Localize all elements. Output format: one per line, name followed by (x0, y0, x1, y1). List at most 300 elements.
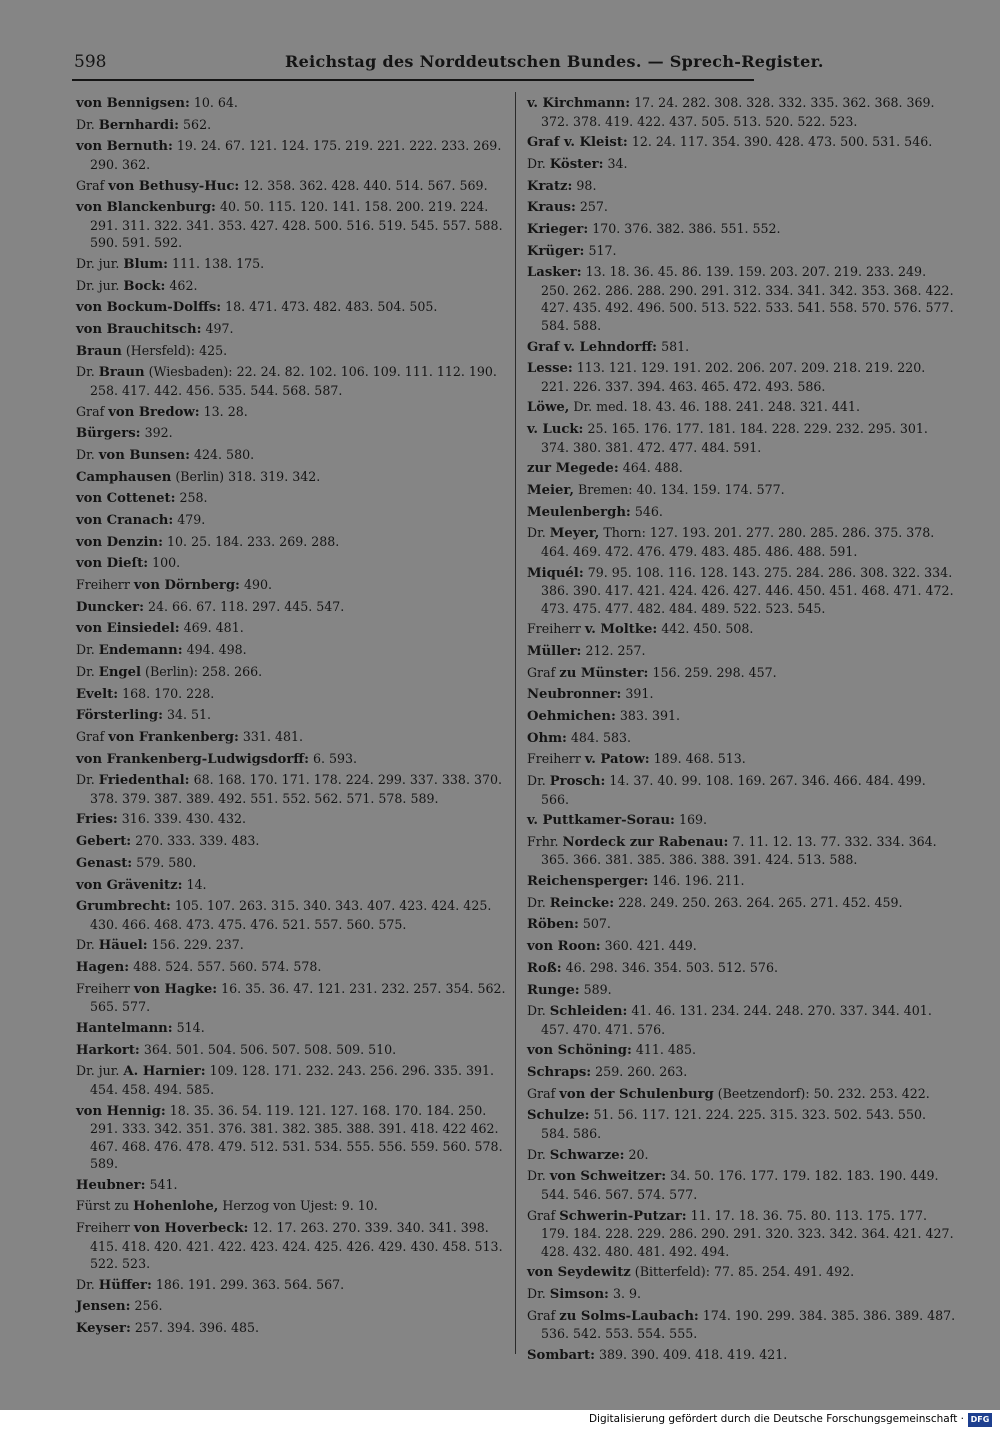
entry-pages: 11. 17. 18. 36. 75. 80. 113. 175. 177. 179. 184. 228. 229. 286. 290. 291. 320. 323. 342. 364. 421. 427. 428. 432. 480. 481. 492. 494. (541, 1207, 954, 1259)
index-entry (76, 177, 516, 196)
funding-credit: Digitalisierung gefördert durch die Deutsche Forschungsgemeinschaft · (588, 1413, 964, 1425)
entry-name: von Bockum-Dolffs: (76, 300, 222, 316)
index-entry (527, 524, 957, 560)
index-entry (76, 897, 516, 933)
index-entry (76, 468, 516, 487)
index-entry (527, 1063, 957, 1082)
entry-pages: 331. 481. (242, 728, 303, 744)
index-entry (527, 894, 957, 913)
entry-pages: 34. (607, 155, 628, 171)
entry-pages: 18. 35. 36. 54. 119. 121. 127. 168. 170. 184. 250. 291. 333. 342. 351. 376. 381. 382. 385. 388. 391. 418. 422 462. 467. 468. 476. 478. 479. 512. 531. 534. 555. 556. 559. 560. 578. 589. (90, 1102, 503, 1171)
entry-prefix: Dr. (527, 155, 546, 171)
entry-prefix: Dr. (76, 1276, 95, 1292)
entry-pages: 18. 471. 473. 482. 483. 504. 505. (225, 299, 438, 315)
entry-pages: 111. 138. 175. (172, 255, 265, 271)
index-entry (76, 198, 516, 252)
entry-name: v. Patow: (584, 752, 650, 768)
entry-name: Keyser: (76, 1321, 131, 1337)
entry-pages: 174. 190. 299. 384. 385. 386. 389. 487. 536. 542. 553. 554. 555. (541, 1307, 956, 1342)
entry-pages: 12. 24. 117. 354. 390. 428. 473. 500. 531. 546. (631, 134, 933, 150)
entry-pages: 156. 259. 298. 457. (652, 664, 777, 680)
index-entry (527, 359, 957, 395)
entry-pages: 462. (169, 277, 198, 293)
entry-pages: 20. (628, 1146, 649, 1162)
entry-pages: 541. (149, 1176, 178, 1192)
entry-name: zu Solms-Laubach: (559, 1308, 699, 1324)
entry-prefix: Graf (76, 177, 105, 193)
index-entry (527, 1002, 957, 1038)
entry-name: zu Münster: (559, 665, 649, 681)
entry-suffix: Dr. med. (573, 399, 628, 415)
entry-name: Meulenbergh: (527, 504, 631, 520)
entry-name: Engel (98, 664, 142, 680)
entry-pages: 12. 17. 263. 270. 339. 340. 341. 398. 415. 418. 420. 421. 422. 423. 424. 425. 426. 429. 430. 458. 513. 522. 523. (90, 1220, 503, 1272)
index-entry (527, 937, 957, 956)
entry-prefix: Fürst zu (76, 1198, 130, 1214)
entry-name: Schwarze: (549, 1147, 625, 1163)
entry-name: von Hennig: (76, 1103, 166, 1119)
entry-name: von Hagke: (133, 981, 218, 997)
index-entry (527, 398, 957, 417)
entry-prefix: Dr. (76, 937, 95, 953)
entry-pages: 579. 580. (136, 854, 197, 870)
entry-pages: 77. 85. 254. 491. 492. (713, 1264, 855, 1280)
entry-name: Reincke: (549, 895, 615, 911)
left-column (76, 94, 516, 1341)
entry-name: von Grävenitz: (76, 877, 183, 893)
entry-name: Schulze: (527, 1108, 590, 1124)
entry-prefix: Dr. (527, 1168, 546, 1184)
index-entry (76, 936, 516, 955)
entry-name: von Seydewitz (527, 1265, 631, 1281)
entry-pages: 442. 450. 508. (661, 621, 754, 637)
index-entry (527, 1106, 957, 1142)
entry-name: Genast: (76, 855, 133, 871)
index-entry (76, 298, 516, 317)
entry-pages: 51. 56. 117. 121. 224. 225. 315. 323. 502. 543. 550. 584. 586. (541, 1107, 926, 1141)
entry-name: Röben: (527, 917, 579, 933)
entry-name: Heubner: (76, 1177, 146, 1193)
entry-prefix: Dr. (76, 663, 95, 679)
index-entry (76, 1197, 516, 1216)
entry-pages: 10. 25. 184. 233. 269. 288. (167, 533, 340, 549)
entry-suffix: (Berlin) (175, 468, 225, 484)
page-header (74, 52, 824, 78)
entry-prefix: Graf (76, 728, 105, 744)
entry-name: von Frankenberg-Ludwigsdorff: (76, 751, 309, 767)
entry-pages: 391. (625, 686, 654, 702)
entry-prefix: Dr. (527, 1285, 546, 1301)
index-entry (527, 1041, 957, 1060)
entry-name: v. Puttkamer-Sorau: (527, 813, 675, 829)
index-entry (76, 832, 516, 851)
entry-name: von Roon: (527, 939, 601, 955)
index-entry (76, 1041, 516, 1060)
header-rule (72, 79, 754, 81)
entry-name: Köster: (549, 156, 604, 172)
index-entry (76, 1019, 516, 1038)
entry-suffix: (Berlin): (145, 663, 199, 679)
entry-name: von Frankenberg: (108, 729, 239, 745)
index-entry (527, 155, 957, 174)
entry-pages: 13. 28. (203, 403, 248, 419)
entry-pages: 109. 128. 171. 232. 243. 256. 296. 335. 391. 454. 458. 494. 585. (90, 1063, 495, 1097)
entry-pages: 46. 298. 346. 354. 503. 512. 576. (565, 959, 778, 975)
entry-pages: 40. 50. 115. 120. 141. 158. 200. 219. 224. 291. 311. 322. 341. 353. 427. 428. 500. 516. 519. 545. 557. 588. 590. 591. 592. (90, 199, 503, 251)
index-entry (527, 959, 957, 978)
entry-name: Hantelmann: (76, 1020, 173, 1036)
index-entry (527, 729, 957, 748)
entry-pages: 258. (179, 490, 208, 506)
index-entry (527, 642, 957, 661)
entry-pages: 113. 121. 129. 191. 202. 206. 207. 209. 218. 219. 220. 221. 226. 337. 394. 463. 465. 472. 493. 586. (541, 360, 926, 394)
entry-name: von Hoverbeck: (133, 1221, 249, 1237)
index-entry (76, 980, 516, 1016)
entry-name: Krieger: (527, 221, 589, 237)
entry-pages: 34. 51. (166, 707, 212, 723)
entry-pages: 589. (583, 981, 612, 997)
entry-pages: 24. 66. 67. 118. 297. 445. 547. (148, 598, 345, 614)
entry-name: von Cranach: (76, 513, 174, 528)
entry-prefix: Dr. (527, 894, 546, 910)
entry-prefix: Graf (527, 664, 556, 680)
index-entry (76, 1219, 516, 1273)
index-entry (527, 481, 957, 500)
index-entry (527, 685, 957, 704)
running-head: Reichstag des Norddeutschen Bundes. — Sprech-Register. (285, 52, 824, 71)
entry-suffix: Bremen: (577, 481, 633, 497)
index-entry (527, 1146, 957, 1165)
entry-pages: 10. 64. (193, 95, 238, 110)
entry-name: Prosch: (549, 774, 606, 789)
index-entry (76, 619, 516, 638)
entry-pages: 494. 498. (186, 642, 247, 658)
entry-name: Schraps: (527, 1065, 592, 1081)
entry-name: Braun (98, 365, 145, 381)
entry-pages: 517. (588, 242, 617, 258)
index-entry (527, 1167, 957, 1203)
index-entry (527, 915, 957, 934)
entry-pages: 168. 170. 228. (122, 685, 215, 701)
entry-name: Grumbrecht: (76, 899, 171, 915)
index-entry (76, 641, 516, 660)
entry-name: Meyer, (549, 526, 600, 542)
entry-prefix: Dr. (76, 446, 95, 462)
entry-name: v. Kirchmann: (527, 96, 631, 111)
entry-name: Miquél: (527, 565, 584, 581)
entry-pages: 488. 524. 557. 560. 574. 578. (133, 959, 322, 975)
index-entry (527, 338, 957, 357)
index-entry (76, 750, 516, 769)
entry-name: Friedenthal: (98, 773, 190, 789)
index-entry (76, 1297, 516, 1316)
entry-name: Camphausen (76, 469, 172, 485)
entry-name: Häuel: (98, 938, 148, 954)
entry-pages: 68. 168. 170. 171. 178. 224. 299. 337. 338. 370. 378. 379. 387. 389. 492. 551. 552. 562. 571. 578. 589. (90, 772, 502, 806)
entry-name: von Brauchitsch: (76, 322, 202, 337)
entry-pages: 41. 46. 131. 234. 244. 248. 270. 337. 344. 401. 457. 470. 471. 576. (541, 1003, 932, 1037)
entry-pages: 100. (152, 555, 181, 571)
index-entry (527, 503, 957, 522)
entry-pages: 469. 481. (183, 620, 244, 636)
entry-prefix: Freiherr (76, 980, 130, 996)
index-entry (527, 263, 957, 334)
entry-pages: 127. 193. 201. 277. 280. 285. 286. 375. 378. 464. 469. 472. 476. 479. 483. 485. 486. 488. 591. (541, 525, 935, 559)
index-entry (527, 1346, 957, 1365)
index-entry (527, 198, 957, 217)
entry-prefix: Dr. jur. (76, 255, 120, 271)
index-entry (76, 598, 516, 617)
index-entry (527, 564, 957, 618)
index-entry (527, 1263, 957, 1282)
entry-prefix: Frhr. (527, 833, 559, 849)
entry-prefix: Dr. jur. (76, 277, 120, 293)
entry-pages: 389. 390. 409. 418. 419. 421. (598, 1346, 788, 1362)
entry-pages: 257. (579, 199, 608, 215)
footer-bar (0, 1410, 1000, 1432)
entry-pages: 383. 391. (619, 707, 681, 723)
entry-name: Schwerin-Putzar: (559, 1208, 687, 1224)
entry-pages: 34. 50. 176. 177. 179. 182. 183. 190. 449. 544. 546. 567. 574. 577. (541, 1168, 939, 1202)
entry-name: Duncker: (76, 599, 144, 615)
index-entry (76, 94, 516, 113)
entry-name: Kraus: (527, 200, 576, 216)
entry-pages: 3. 9. (612, 1285, 641, 1301)
entry-pages: 146. 196. 211. (652, 873, 745, 889)
entry-name: von Einsiedel: (76, 621, 180, 637)
entry-name: Roß: (527, 960, 562, 976)
index-entry (76, 403, 516, 422)
entry-prefix: Dr. jur. (76, 1063, 120, 1079)
index-entry (527, 1307, 957, 1343)
entry-pages: 169. (678, 812, 707, 828)
entry-prefix: Graf (527, 1207, 556, 1223)
index-entry (76, 446, 516, 465)
entry-name: Oehmichen: (527, 708, 616, 724)
entry-pages: 156. 229. 237. (151, 937, 244, 953)
entry-prefix: Dr. (527, 525, 546, 541)
entry-pages: 546. (634, 503, 663, 519)
entry-name: v. Moltke: (584, 622, 658, 638)
entry-pages: 360. 421. 449. (604, 938, 697, 954)
entry-suffix: (Wiesbaden): (148, 364, 233, 380)
index-entry (527, 1207, 957, 1261)
index-entry (76, 255, 516, 274)
entry-pages: 105. 107. 263. 315. 340. 343. 407. 423. 424. 425. 430. 466. 468. 473. 475. 476. 521. 557. 560. 575. (90, 898, 492, 932)
entry-prefix: Graf (527, 1085, 556, 1101)
entry-pages: 490. (243, 577, 272, 593)
entry-suffix: Thorn: (603, 525, 646, 541)
entry-pages: 364. 501. 504. 506. 507. 508. 509. 510. (143, 1041, 397, 1057)
entry-prefix: Dr. (76, 642, 95, 658)
entry-pages: 14. (186, 876, 207, 892)
entry-pages: 13. 18. 36. 45. 86. 139. 159. 203. 207. 219. 233. 249. 250. 262. 286. 288. 290. 291. 312. 334. 341. 342. 353. 368. 422. 427. 435. 492. 496. 500. 513. 522. 533. 541. 558. 570. 576. 577. 584. 588. (541, 264, 954, 333)
index-entry (527, 177, 957, 196)
entry-name: Jensen: (76, 1299, 131, 1315)
entry-name: Lesse: (527, 361, 573, 377)
entry-name: Bernhardi: (98, 117, 180, 133)
entry-pages: 256. (134, 1298, 163, 1314)
entry-name: Sombart: (527, 1347, 595, 1363)
entry-name: Nordeck zur Rabenau: (562, 834, 729, 850)
index-entry (527, 1085, 957, 1104)
entry-name: von Dörnberg: (133, 578, 240, 594)
index-entry (527, 420, 957, 456)
entry-pages: 17. 24. 282. 308. 328. 332. 335. 362. 368. 369. 372. 378. 419. 422. 437. 505. 513. 520. 522. 523. (541, 95, 935, 129)
entry-name: Hüffer: (98, 1277, 152, 1293)
entry-name: Fries: (76, 812, 118, 828)
index-entry (76, 876, 516, 895)
entry-pages: 562. (183, 116, 212, 132)
index-entry (76, 277, 516, 296)
index-entry (76, 771, 516, 807)
index-entry (527, 242, 957, 261)
entry-name: Müller: (527, 643, 582, 659)
entry-pages: 464. 488. (622, 460, 683, 476)
entry-pages: 98. (576, 177, 597, 193)
entry-pages: 424. 580. (194, 446, 255, 462)
index-entry (527, 750, 957, 769)
index-entry (76, 533, 516, 552)
entry-prefix: Freiherr (76, 577, 130, 593)
entry-pages: 228. 249. 250. 263. 264. 265. 271. 452. 459. (618, 894, 903, 910)
index-entry (76, 1276, 516, 1295)
entry-name: von Bennigsen: (76, 96, 190, 111)
entry-pages: 392. (144, 425, 173, 441)
entry-name: Evelt: (76, 686, 119, 702)
entry-prefix: Dr. (76, 364, 95, 380)
entry-pages: 189. 468. 513. (653, 751, 746, 767)
entry-name: Gebert: (76, 834, 132, 850)
index-entry (76, 685, 516, 704)
entry-name: von Bethusy-Huc: (108, 178, 240, 194)
entry-pages: 6. 593. (312, 750, 358, 766)
index-entry (76, 554, 516, 573)
entry-suffix: (Beetzendorf): (717, 1085, 810, 1101)
index-entry (76, 1102, 516, 1173)
entry-name: Blum: (123, 256, 168, 272)
entry-name: Löwe, (527, 400, 570, 416)
entry-name: Runge: (527, 982, 580, 998)
index-entry (76, 1062, 516, 1098)
index-entry (527, 620, 957, 639)
entry-prefix: Dr. (76, 116, 95, 132)
entry-pages: 14. 37. 40. 99. 108. 169. 267. 346. 466. 484. 499. 566. (541, 773, 926, 807)
entry-name: Hohenlohe, (133, 1199, 219, 1215)
entry-pages: 7. 11. 12. 13. 77. 332. 334. 364. 365. 366. 381. 385. 386. 388. 391. 424. 513. 588. (541, 833, 937, 868)
entry-prefix: Freiherr (527, 751, 581, 767)
entry-name: von Schweitzer: (549, 1169, 667, 1185)
entry-name: Hagen: (76, 960, 130, 976)
entry-pages: 259. 260. 263. (595, 1064, 688, 1080)
index-entry (76, 137, 516, 173)
entry-pages: 316. 339. 430. 432. (121, 811, 246, 827)
entry-pages: 581. (661, 338, 690, 354)
entry-pages: 16. 35. 36. 47. 121. 231. 232. 257. 354. 562. 565. 577. (90, 980, 506, 1015)
index-entry (76, 1319, 516, 1338)
index-entry (76, 663, 516, 682)
entry-pages: 212. 257. (585, 642, 646, 658)
index-entry (76, 810, 516, 829)
entry-pages: 497. (205, 321, 234, 336)
entry-name: Endemann: (98, 643, 183, 659)
entry-name: von der Schulenburg (559, 1086, 714, 1102)
entry-suffix: (Hersfeld): (125, 342, 196, 358)
entry-pages: 479. (177, 512, 206, 527)
index-entry (527, 981, 957, 1000)
entry-pages: 257. 394. 396. 485. (134, 1320, 260, 1336)
entry-name: A. Harnier: (123, 1064, 206, 1080)
index-entry (76, 320, 516, 339)
entry-name: von Dieſt: (76, 556, 149, 572)
right-column (527, 94, 957, 1367)
entry-name: von Bunsen: (98, 447, 190, 463)
entry-pages: 22. 24. 82. 102. 106. 109. 111. 112. 190. 258. 417. 442. 456. 535. 544. 568. 587. (90, 364, 497, 398)
dfg-logo: DFG (968, 1413, 992, 1427)
entry-name: Lasker: (527, 265, 582, 281)
index-entry (527, 833, 957, 869)
entry-name: von Bernuth: (76, 139, 173, 155)
entry-name: von Schöning: (527, 1043, 632, 1059)
index-entry (76, 1176, 516, 1195)
entry-name: von Blanckenburg: (76, 200, 216, 216)
index-entry (76, 728, 516, 747)
entry-pages: 425. (199, 342, 228, 358)
index-entry (76, 116, 516, 135)
index-entry (527, 459, 957, 478)
entry-pages: 25. 165. 176. 177. 181. 184. 228. 229. 232. 295. 301. 374. 380. 381. 472. 477. 484. 591. (541, 421, 928, 455)
entry-name: Reichensperger: (527, 874, 649, 890)
entry-pages: 186. 191. 299. 363. 564. 567. (155, 1276, 345, 1292)
index-entry (76, 511, 516, 530)
entry-name: Krüger: (527, 243, 585, 259)
index-entry (76, 424, 516, 443)
entry-pages: 79. 95. 108. 116. 128. 143. 275. 284. 286. 308. 322. 334. 386. 390. 417. 421. 424. 426. 427. 446. 450. 451. 468. 471. 472. 473. 475. 477. 482. 484. 489. 522. 523. 545. (541, 564, 954, 616)
entry-name: Neubronner: (527, 687, 622, 703)
entry-name: Harkort: (76, 1042, 140, 1058)
entry-pages: 40. 134. 159. 174. 577. (636, 481, 785, 497)
index-entry (76, 363, 516, 399)
entry-name: Bürgers: (76, 426, 141, 442)
entry-name: Braun (76, 343, 122, 359)
entry-name: von Denzin: (76, 534, 164, 550)
entry-prefix: Graf (527, 1307, 556, 1323)
index-entry (76, 489, 516, 508)
entry-name: von Bredow: (108, 404, 200, 420)
entry-prefix: Freiherr (527, 621, 581, 637)
index-entry (527, 772, 957, 808)
entry-pages: 258. 266. (202, 663, 263, 679)
entry-prefix: Freiherr (76, 1220, 130, 1236)
index-entry (527, 1285, 957, 1304)
entry-name: zur Megede: (527, 461, 619, 477)
entry-pages: 12. 358. 362. 428. 440. 514. 567. 569. (243, 177, 488, 193)
entry-pages: 170. 376. 382. 386. 551. 552. (592, 220, 781, 236)
entry-name: Bock: (123, 278, 166, 294)
entry-prefix: Dr. (527, 1003, 546, 1019)
index-entry (76, 854, 516, 873)
entry-prefix: Dr. (527, 773, 546, 788)
entry-pages: 18. 43. 46. 188. 241. 248. 321. 441. (631, 399, 860, 415)
entry-pages: 9. 10. (341, 1198, 378, 1214)
index-entry (527, 94, 957, 130)
entry-suffix: Herzog von Ujest: (222, 1198, 338, 1214)
entry-pages: 50. 232. 253. 422. (813, 1085, 930, 1101)
entry-pages: 270. 333. 339. 483. (135, 833, 260, 849)
index-entry (76, 342, 516, 361)
entry-name: Simson: (549, 1286, 609, 1302)
entry-name: Ohm: (527, 730, 567, 746)
